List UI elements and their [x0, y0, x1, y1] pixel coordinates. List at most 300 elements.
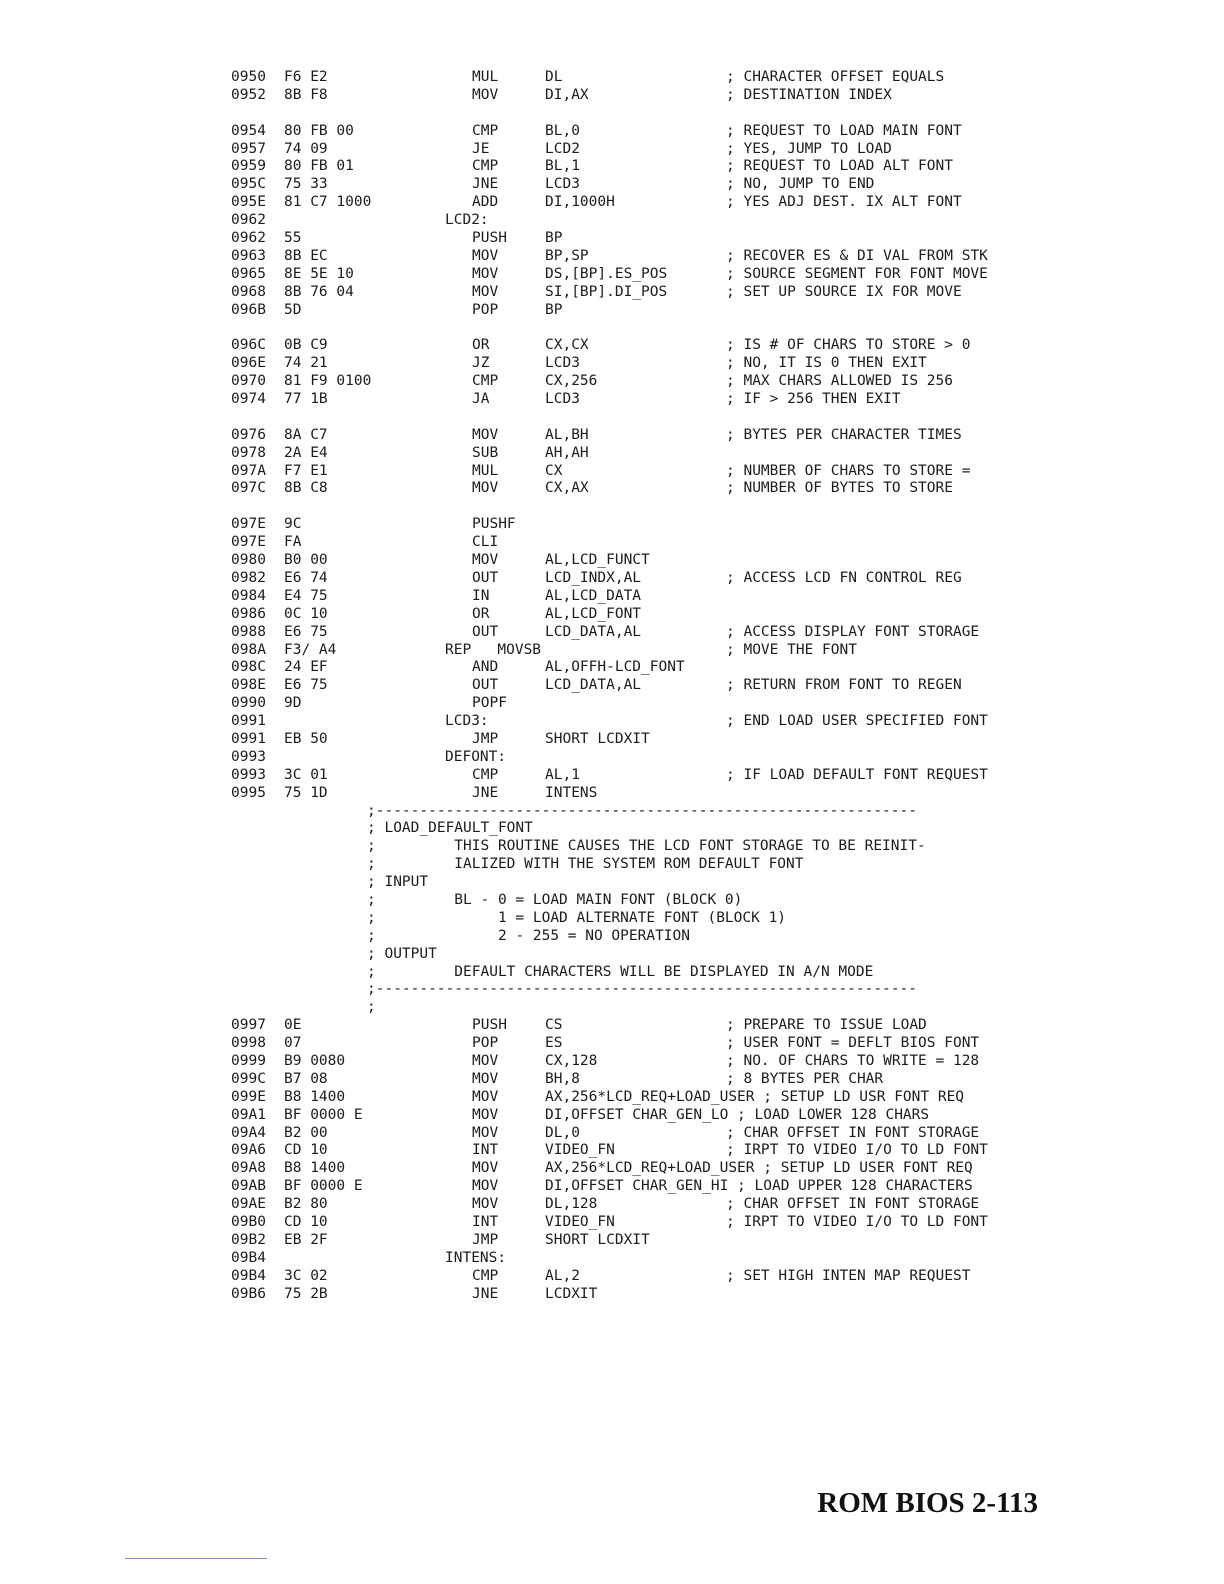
machine-code: FA: [284, 534, 302, 551]
address: 09A8: [231, 1160, 266, 1177]
address: 097E: [231, 534, 266, 551]
address: 0998: [231, 1035, 266, 1052]
operand: LCD2: [545, 140, 580, 157]
machine-code: 5D: [284, 301, 302, 318]
comment: ; ACCESS DISPLAY FONT STORAGE: [726, 623, 980, 640]
machine-code: B9 0080: [284, 1052, 346, 1069]
address: 09B2: [231, 1231, 266, 1248]
operand: SHORT LCDXIT: [545, 730, 650, 747]
mnemonic: JMP: [472, 1231, 499, 1248]
listing-line: [0, 284, 1224, 302]
address: 0959: [231, 158, 266, 175]
operand: CX: [545, 462, 563, 479]
operand: ES: [545, 1035, 563, 1052]
mnemonic: JMP: [472, 730, 499, 747]
operand: VIDEO_FN: [545, 1142, 615, 1159]
scan-artifact-line: [125, 1558, 267, 1559]
listing-line: [0, 856, 1224, 874]
operand: BP: [545, 301, 563, 318]
listing-line: [0, 749, 1224, 767]
machine-code: 8A C7: [284, 426, 328, 443]
blank-line: [0, 409, 1224, 427]
header-comment: ; OUTPUT: [367, 945, 437, 962]
address: 098A: [231, 641, 266, 658]
header-comment: ; DEFAULT CHARACTERS WILL BE DISPLAYED IN A/N MODE: [367, 963, 874, 980]
comment: ; MAX CHARS ALLOWED IS 256: [726, 373, 953, 390]
comment: ; IF > 256 THEN EXIT: [726, 391, 901, 408]
operand: CS: [545, 1017, 563, 1034]
address: 098E: [231, 677, 266, 694]
comment: ; CHAR OFFSET IN FONT STORAGE: [726, 1124, 980, 1141]
listing-line: [0, 1250, 1224, 1268]
mnemonic: INT: [472, 1214, 499, 1230]
address: 09A1: [231, 1106, 266, 1123]
comment: ; NO, IT IS 0 THEN EXIT: [726, 355, 927, 372]
operand: AL,LCD_FONT: [545, 605, 642, 622]
label: DEFONT:: [445, 748, 507, 765]
operand: BP: [545, 230, 563, 247]
mnemonic: INT: [472, 1142, 499, 1159]
machine-code: 75 1D: [284, 784, 328, 801]
listing-line: [0, 1286, 1224, 1304]
comment: ; SOURCE SEGMENT FOR FONT MOVE: [726, 265, 988, 282]
listing-line: [0, 212, 1224, 230]
address: 09AB: [231, 1178, 266, 1195]
listing-line: [0, 391, 1224, 409]
listing-line: [0, 463, 1224, 481]
address: 09B4: [231, 1267, 266, 1284]
listing-line: [0, 1035, 1224, 1053]
machine-code: B7 08: [284, 1070, 328, 1087]
mnemonic: POP: [472, 301, 499, 318]
mnemonic: MOV: [472, 247, 499, 264]
comment: ; IS # OF CHARS TO STORE > 0: [726, 337, 971, 354]
listing-line: [0, 1125, 1224, 1143]
address: 0993: [231, 766, 266, 783]
machine-code: 81 C7 1000: [284, 194, 372, 211]
operand: AL,LCD_DATA: [545, 587, 642, 604]
machine-code: BF 0000 E: [284, 1178, 363, 1195]
operand: CX,128: [545, 1052, 598, 1069]
mnemonic: JE: [472, 140, 490, 157]
machine-code: 0E: [284, 1017, 302, 1034]
operand: BL,1: [545, 158, 580, 175]
machine-code: 77 1B: [284, 391, 328, 408]
operand: SI,[BP].DI_POS: [545, 283, 668, 300]
address: 0991: [231, 730, 266, 747]
address: 0954: [231, 122, 266, 139]
comment: ; SET HIGH INTEN MAP REQUEST: [726, 1267, 971, 1284]
mnemonic: ADD: [472, 194, 499, 211]
mnemonic: MOV: [472, 283, 499, 300]
machine-code: F6 E2: [284, 69, 328, 85]
mnemonic: CMP: [472, 1267, 499, 1284]
comment: ; NUMBER OF BYTES TO STORE: [726, 480, 953, 497]
address: 0976: [231, 426, 266, 443]
header-comment: ;--------------------------------------------------------------: [367, 802, 917, 819]
mnemonic: IN: [472, 587, 490, 604]
mnemonic: AND: [472, 659, 499, 676]
header-comment: ;--------------------------------------------------------------: [367, 981, 917, 998]
machine-code: 8B C8: [284, 480, 328, 497]
address: 0984: [231, 587, 266, 604]
listing-line: [0, 838, 1224, 856]
address: 0963: [231, 247, 266, 264]
mnemonic: MOV: [472, 1178, 499, 1195]
operand: DL,128: [545, 1196, 598, 1213]
machine-code: 8B 76 04: [284, 283, 354, 300]
operand: AL,1: [545, 766, 580, 783]
assembly-listing: [0, 69, 1224, 1303]
header-comment: ; 2 - 255 = NO OPERATION: [367, 927, 691, 944]
operand: AH,AH: [545, 444, 589, 461]
listing-line: [0, 659, 1224, 677]
listing-line: [0, 1142, 1224, 1160]
address: 09A4: [231, 1124, 266, 1141]
mnemonic: MOV: [472, 552, 499, 569]
machine-code: B2 80: [284, 1196, 328, 1213]
operand: LCD3: [545, 391, 580, 408]
listing-line: [0, 1071, 1224, 1089]
comment: ; END LOAD USER SPECIFIED FONT: [726, 713, 988, 730]
mnemonic: CMP: [472, 373, 499, 390]
comment: ; YES ADJ DEST. IX ALT FONT: [726, 194, 962, 211]
listing-line: [0, 480, 1224, 498]
operand: BH,8: [545, 1070, 580, 1087]
machine-code: 8B EC: [284, 247, 328, 264]
address: 0997: [231, 1017, 266, 1034]
operand: CX,256: [545, 373, 598, 390]
operand: AL,OFFH-LCD_FONT: [545, 659, 685, 676]
machine-code: 0B C9: [284, 337, 328, 354]
mnemonic: OUT: [472, 677, 499, 694]
listing-line: [0, 302, 1224, 320]
header-comment: ;: [367, 999, 376, 1016]
mnemonic: POP: [472, 1035, 499, 1052]
listing-line: [0, 87, 1224, 105]
mnemonic: MOV: [472, 480, 499, 497]
address: 0962: [231, 230, 266, 247]
machine-code: 55: [284, 230, 302, 247]
listing-line: [0, 69, 1224, 87]
operand: DI,1000H: [545, 194, 615, 211]
operand: DL: [545, 69, 563, 85]
mnemonic: OUT: [472, 569, 499, 586]
operand: AL,2: [545, 1267, 580, 1284]
machine-code: 8B F8: [284, 86, 328, 103]
operand: DL,0: [545, 1124, 580, 1141]
mnemonic: SUB: [472, 444, 499, 461]
operand: LCD3: [545, 355, 580, 372]
blank-line: [0, 105, 1224, 123]
listing-line: [0, 1268, 1224, 1286]
address: 096C: [231, 337, 266, 354]
address: 095E: [231, 194, 266, 211]
address: 0986: [231, 605, 266, 622]
operand: AX,256*LCD_REQ+LOAD_USER ; SETUP LD USR FONT REQ: [545, 1088, 965, 1105]
machine-code: B8 1400: [284, 1088, 346, 1105]
mnemonic: PUSH: [472, 230, 507, 247]
operand: LCD_DATA,AL: [545, 677, 642, 694]
mnemonic: JNE: [472, 784, 499, 801]
comment: ; ACCESS LCD FN CONTROL REG: [726, 569, 962, 586]
listing-line: [0, 266, 1224, 284]
machine-code: 9D: [284, 695, 302, 712]
operand: LCD_DATA,AL: [545, 623, 642, 640]
operand: DS,[BP].ES_POS: [545, 265, 668, 282]
listing-line: [0, 892, 1224, 910]
mnemonic: MOV: [472, 1106, 499, 1123]
listing-line: [0, 1196, 1224, 1214]
listing-line: [0, 928, 1224, 946]
machine-code: 3C 01: [284, 766, 328, 783]
machine-code: EB 50: [284, 730, 328, 747]
listing-line: [0, 677, 1224, 695]
comment: ; CHARACTER OFFSET EQUALS: [726, 69, 945, 85]
address: 0974: [231, 391, 266, 408]
mnemonic: MOV: [472, 86, 499, 103]
header-comment: ; LOAD_DEFAULT_FONT: [367, 820, 533, 837]
listing-line: [0, 820, 1224, 838]
machine-code: B2 00: [284, 1124, 328, 1141]
machine-code: CD 10: [284, 1214, 328, 1230]
address: 0993: [231, 748, 266, 765]
machine-code: 07: [284, 1035, 302, 1052]
listing-line: [0, 695, 1224, 713]
listing-line: [0, 964, 1224, 982]
machine-code: B0 00: [284, 552, 328, 569]
header-comment: ; THIS ROUTINE CAUSES THE LCD FONT STORAGE TO BE REINIT-: [367, 838, 926, 855]
machine-code: 8E 5E 10: [284, 265, 354, 282]
machine-code: 75 2B: [284, 1285, 328, 1302]
listing-line: [0, 427, 1224, 445]
listing-line: [0, 445, 1224, 463]
mnemonic: MUL: [472, 69, 499, 85]
header-comment: ; IALIZED WITH THE SYSTEM ROM DEFAULT FONT: [367, 856, 804, 873]
listing-line: [0, 588, 1224, 606]
listing-line: [0, 194, 1224, 212]
mnemonic: JNE: [472, 1285, 499, 1302]
machine-code: E6 75: [284, 623, 328, 640]
listing-line: [0, 1178, 1224, 1196]
mnemonic: JNE: [472, 176, 499, 193]
address: 09AE: [231, 1196, 266, 1213]
listing-line: [0, 999, 1224, 1017]
operand: BL,0: [545, 122, 580, 139]
address: 0962: [231, 212, 266, 229]
operand: VIDEO_FN: [545, 1214, 615, 1230]
machine-code: E6 74: [284, 569, 328, 586]
listing-line: [0, 1160, 1224, 1178]
comment: ; DESTINATION INDEX: [726, 86, 892, 103]
listing-line: [0, 141, 1224, 159]
machine-code: F3/ A4: [284, 641, 337, 658]
address: 09B6: [231, 1285, 266, 1302]
label: LCD3:: [445, 713, 489, 730]
operand: DI,OFFSET CHAR_GEN_HI ; LOAD UPPER 128 CHARACTERS: [545, 1178, 973, 1195]
header-comment: ; INPUT: [367, 874, 429, 891]
comment: ; REQUEST TO LOAD MAIN FONT: [726, 122, 962, 139]
mnemonic: CMP: [472, 766, 499, 783]
comment: ; SET UP SOURCE IX FOR MOVE: [726, 283, 962, 300]
machine-code: EB 2F: [284, 1231, 328, 1248]
listing-line: [0, 910, 1224, 928]
mnemonic: MOV: [472, 1052, 499, 1069]
mnemonic: PUSHF: [472, 516, 516, 533]
comment: ; NUMBER OF CHARS TO STORE =: [726, 462, 971, 479]
machine-code: B8 1400: [284, 1160, 346, 1177]
machine-code: 80 FB 01: [284, 158, 354, 175]
address: 0978: [231, 444, 266, 461]
mnemonic: JA: [472, 391, 490, 408]
operand: AX,256*LCD_REQ+LOAD_USER ; SETUP LD USER FONT REQ: [545, 1160, 973, 1177]
comment: ; RETURN FROM FONT TO REGEN: [726, 677, 962, 694]
comment: ; CHAR OFFSET IN FONT STORAGE: [726, 1196, 980, 1213]
operand: CX,CX: [545, 337, 589, 354]
operand: BP,SP: [545, 247, 589, 264]
comment: ; NO. OF CHARS TO WRITE = 128: [726, 1052, 980, 1069]
operand: CX,AX: [545, 480, 589, 497]
comment: ; RECOVER ES & DI VAL FROM STK: [726, 247, 988, 264]
comment: ; USER FONT = DEFLT BIOS FONT: [726, 1035, 980, 1052]
listing-line: [0, 123, 1224, 141]
machine-code: 74 21: [284, 355, 328, 372]
address: 099E: [231, 1088, 266, 1105]
listing-line: [0, 176, 1224, 194]
mnemonic: OR: [472, 605, 490, 622]
listing-line: [0, 1053, 1224, 1071]
listing-line: [0, 1232, 1224, 1250]
comment: ; PREPARE TO ISSUE LOAD: [726, 1017, 927, 1034]
listing-line: [0, 355, 1224, 373]
listing-line: [0, 248, 1224, 266]
comment: ; 8 BYTES PER CHAR: [726, 1070, 884, 1087]
mnemonic: MOV: [472, 1088, 499, 1105]
mnemonic: MOV: [472, 265, 499, 282]
address: 095C: [231, 176, 266, 193]
listing-line: [0, 1017, 1224, 1035]
comment: ; IRPT TO VIDEO I/O TO LD FONT: [726, 1142, 988, 1159]
mnemonic: CMP: [472, 158, 499, 175]
comment: ; IF LOAD DEFAULT FONT REQUEST: [726, 766, 988, 783]
comment: ; NO, JUMP TO END: [726, 176, 875, 193]
header-comment: ; 1 = LOAD ALTERNATE FONT (BLOCK 1): [367, 909, 787, 926]
machine-code: 80 FB 00: [284, 122, 354, 139]
comment: ; BYTES PER CHARACTER TIMES: [726, 426, 962, 443]
mnemonic: PUSH: [472, 1017, 507, 1034]
mnemonic: MUL: [472, 462, 499, 479]
machine-code: 2A E4: [284, 444, 328, 461]
machine-code: CD 10: [284, 1142, 328, 1159]
listing-line: [0, 552, 1224, 570]
machine-code: E4 75: [284, 587, 328, 604]
address: 096B: [231, 301, 266, 318]
listing-line: [0, 158, 1224, 176]
machine-code: BF 0000 E: [284, 1106, 363, 1123]
operand: LCD3: [545, 176, 580, 193]
operand: AL,LCD_FUNCT: [545, 552, 650, 569]
comment: ; REQUEST TO LOAD ALT FONT: [726, 158, 953, 175]
address: 0982: [231, 569, 266, 586]
listing-line: [0, 713, 1224, 731]
page-footer-title: ROM BIOS 2-113: [817, 1487, 1038, 1519]
address: 09A6: [231, 1142, 266, 1159]
mnemonic: MOV: [472, 1070, 499, 1087]
machine-code: 3C 02: [284, 1267, 328, 1284]
listing-line: [0, 767, 1224, 785]
listing-line: [0, 624, 1224, 642]
machine-code: F7 E1: [284, 462, 328, 479]
listing-line: [0, 606, 1224, 624]
address: 097E: [231, 516, 266, 533]
address: 0988: [231, 623, 266, 640]
address: 0990: [231, 695, 266, 712]
listing-line: [0, 642, 1224, 660]
comment: ; IRPT TO VIDEO I/O TO LD FONT: [726, 1214, 988, 1230]
machine-code: E6 75: [284, 677, 328, 694]
address: 0970: [231, 373, 266, 390]
listing-line: [0, 516, 1224, 534]
mnemonic: MOV: [472, 1124, 499, 1141]
blank-line: [0, 498, 1224, 516]
listing-line: [0, 874, 1224, 892]
listing-line: [0, 946, 1224, 964]
address: 099C: [231, 1070, 266, 1087]
mnemonic: OUT: [472, 623, 499, 640]
address: 096E: [231, 355, 266, 372]
mnemonic: POPF: [472, 695, 507, 712]
operand: LCD_INDX,AL: [545, 569, 642, 586]
operand: INTENS: [545, 784, 598, 801]
listing-line: [0, 534, 1224, 552]
machine-code: 0C 10: [284, 605, 328, 622]
mnemonic: JZ: [472, 355, 490, 372]
comment: ; MOVE THE FONT: [726, 641, 857, 658]
label: REP MOVSB: [445, 641, 542, 658]
listing-line: [0, 570, 1224, 588]
header-comment: ; BL - 0 = LOAD MAIN FONT (BLOCK 0): [367, 891, 743, 908]
listing-line: [0, 785, 1224, 803]
label: LCD2:: [445, 212, 489, 229]
mnemonic: CMP: [472, 122, 499, 139]
address: 097A: [231, 462, 266, 479]
listing-line: [0, 803, 1224, 821]
listing-line: [0, 981, 1224, 999]
operand: DI,AX: [545, 86, 589, 103]
address: 0957: [231, 140, 266, 157]
blank-line: [0, 319, 1224, 337]
address: 0968: [231, 283, 266, 300]
listing-line: [0, 1214, 1224, 1232]
address: 098C: [231, 659, 266, 676]
address: 09B0: [231, 1214, 266, 1230]
label: INTENS:: [445, 1249, 507, 1266]
address: 0950: [231, 69, 266, 85]
address: 0952: [231, 86, 266, 103]
listing-line: [0, 1089, 1224, 1107]
operand: SHORT LCDXIT: [545, 1231, 650, 1248]
operand: DI,OFFSET CHAR_GEN_LO ; LOAD LOWER 128 CHARS: [545, 1106, 930, 1123]
comment: ; YES, JUMP TO LOAD: [726, 140, 892, 157]
mnemonic: MOV: [472, 1196, 499, 1213]
listing-line: [0, 1107, 1224, 1125]
mnemonic: OR: [472, 337, 490, 354]
address: 0965: [231, 265, 266, 282]
machine-code: 75 33: [284, 176, 328, 193]
address: 0999: [231, 1052, 266, 1069]
machine-code: 74 09: [284, 140, 328, 157]
machine-code: 81 F9 0100: [284, 373, 372, 390]
